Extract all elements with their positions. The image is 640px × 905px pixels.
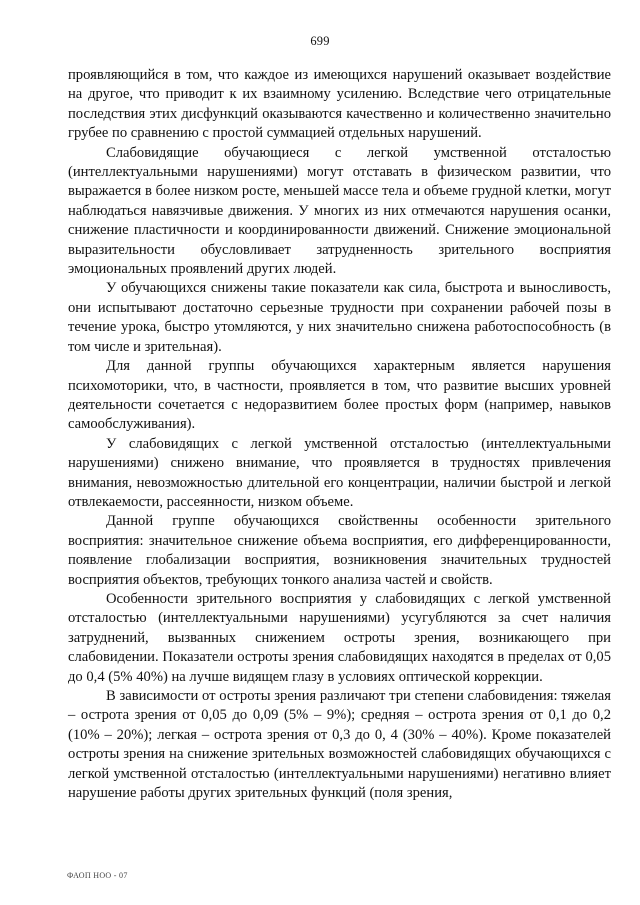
paragraph-8: В зависимости от остроты зрения различают три степени слабовидения: тяжелая – острота зрения от 0,05 до 0,09 (5% – 9%); средняя – острота зрения от 0,1 до 0,2 (10% – 20%); легкая – острота зрения от 0,3 до 0, 4 (30% – 40%). Кроме показателей остроты зрения на снижение зрительных возможностей слабовидящих обучающихся с легкой умственной отсталостью (интеллектуальными нарушениями) негативно влияет нарушение работы других зрительных функций (поля зрения,: [68, 688, 611, 802]
footer-document-code: ФАОП НОО - 07: [67, 871, 128, 880]
paragraph-7: Особенности зрительного восприятия у слабовидящих с легкой умственной отсталостью (интеллектуальными нарушениями) усугубляются за счет наличия затруднений, вызванных снижением остроты зрения, возникающего при слабовидении. Показатели остроты зрения слабовидящих находятся в пределах от 0,05 до 0,4 (5% 40%) на лучше видящем глазу в условиях оптической коррекции.: [68, 590, 611, 685]
paragraph-3: У обучающихся снижены такие показатели как сила, быстрота и выносливость, они испытывают достаточно серьезные трудности при сохранении рабочей позы в течение урока, быстро утомляются, у них значительно снижена работоспособность (в том числе и зрительная).: [68, 280, 611, 355]
page-number: 699: [310, 34, 330, 48]
document-body: [68, 66, 611, 803]
paragraph-5: У слабовидящих с легкой умственной отсталостью (интеллектуальными нарушениями) снижено внимание, что проявляется в трудностях привлечения внимания, невозможностью длительной его концентрации, наличии быстрой и легкой отвлекаемости, рассеянности, низком объеме.: [68, 435, 611, 510]
paragraph-1: проявляющийся в том, что каждое из имеющихся нарушений оказывает воздействие на другое, что приводит к их взаимному усилению. Вследствие чего отрицательные последствия этих дисфункций оказываются качественно и количественно значительно грубее по сравнению с простой суммацией отдельных нарушений.: [68, 67, 611, 142]
paragraph-4: Для данной группы обучающихся характерным является нарушения психомоторики, что, в частности, проявляется в том, что развитие высших уровней деятельности сочетается с недоразвитием более простых форм (например, навыков самообслуживания).: [68, 358, 611, 433]
paragraph-6: Данной группе обучающихся свойственны особенности зрительного восприятия: значительное снижение объема восприятия, его дифференцированности, появление глобализации восприятия, возникновения значительных трудностей восприятия объектов, требующих тонкого анализа частей и свойств.: [68, 513, 611, 588]
paragraph-2: Слабовидящие обучающиеся с легкой умственной отсталостью (интеллектуальными нарушениями) могут отставать в физическом развитии, что выражается в более низком росте, меньшей массе тела и объеме грудной клетки, могут наблюдаться навязчивые движения. У многих из них отмечаются нарушения осанки, снижение пластичности и координированности движений. Снижение эмоциональной выразительности обусловливает затрудненность зрительного восприятия эмоциональных проявлений других людей.: [68, 144, 611, 278]
